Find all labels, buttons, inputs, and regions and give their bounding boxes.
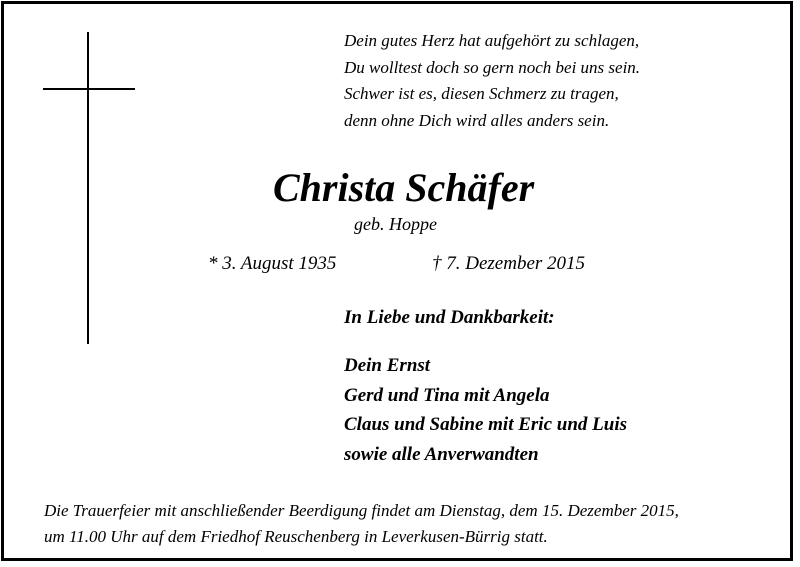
birth-date: * 3. August 1935 [208,253,337,274]
mourner-name: Gerd und Tina mit Angela [344,384,550,406]
death-date: † 7. Dezember 2015 [432,253,586,274]
mourners-list [344,351,627,469]
maiden-name: geb. Hoppe [354,214,437,234]
poem-line: Du wolltest doch so gern noch bei uns sein. [344,57,641,77]
poem-line: Dein gutes Herz hat aufgehört zu schlagen, [344,31,640,50]
service-line: um 11.00 Uhr auf dem Friedhof Reuschenberg in Leverkusen-Bürrig statt. [44,527,548,546]
poem-line: Schwer ist es, diesen Schmerz zu tragen, [344,84,619,103]
deceased-name: Christa Schäfer [273,165,535,210]
mourner-name: sowie alle Anverwandten [344,443,539,465]
mourner-name: Claus und Sabine mit Eric und Luis [344,414,627,435]
obituary-notice [1,1,793,561]
mourner-name: Dein Ernst [344,355,431,376]
poem [344,28,640,134]
service-info [44,498,679,550]
service-line: Die Trauerfeier mit anschließender Beerdigung findet am Dienstag, dem 15. Dezember 2015, [44,501,679,520]
poem-line: denn ohne Dich wird alles anders sein. [344,110,610,130]
cross-icon-bar [43,88,135,90]
cross-icon [87,32,89,344]
mourners-heading: In Liebe und Dankbarkeit: [344,307,555,328]
